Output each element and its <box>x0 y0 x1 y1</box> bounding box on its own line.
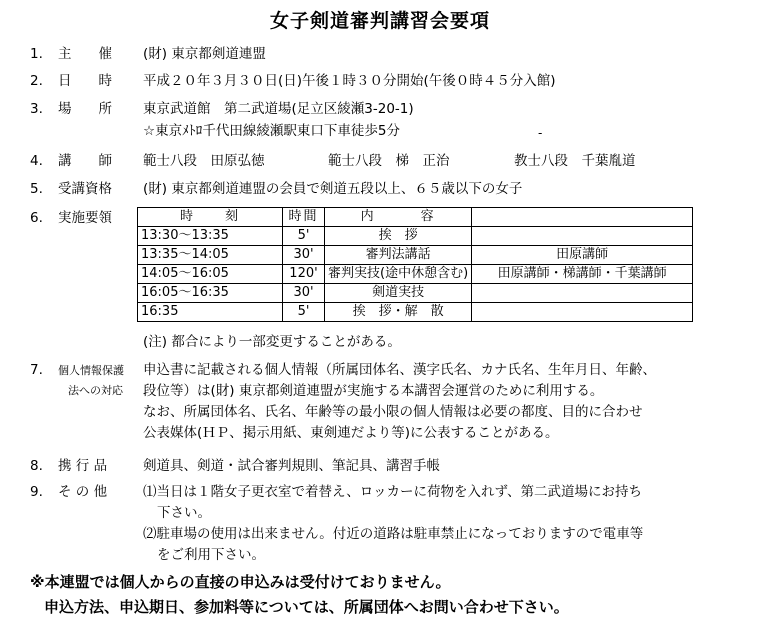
table-cell: 120' <box>283 265 325 284</box>
other-item: ⑵駐車場の使用は出来ません。付近の道路は駐車禁止になっておりますので電車等 <box>143 526 644 542</box>
section-label: 主 催 <box>58 46 112 62</box>
section-number: 7. <box>30 362 43 378</box>
access-line: ☆東京ﾒﾄﾛ千代田線綾瀬駅東口下車徒歩5分 <box>143 123 400 139</box>
section-label: 実施要領 <box>58 210 112 226</box>
page-title: 女子剣道審判講習会要項 <box>269 10 490 32</box>
table-cell: 16:35 <box>138 303 283 322</box>
section-number: 2. <box>30 73 43 89</box>
table-cell <box>472 303 693 322</box>
section-label: 講 師 <box>58 153 112 169</box>
table-cell: 13:30～13:35 <box>138 227 283 246</box>
section-label: 場 所 <box>58 101 112 117</box>
table-cell: 審判実技(途中休憩含む) <box>325 265 472 284</box>
section-number: 5. <box>30 181 43 197</box>
table-cell: 5' <box>283 227 325 246</box>
venue-line: 東京武道館 第二武道場(足立区綾瀬3-20-1) <box>143 101 414 117</box>
footer-notice: ※本連盟では個人からの直接の申込みは受付けておりません。 <box>30 573 451 591</box>
privacy-paragraph: 申込書に記載される個人情報（所属団体名、漢字氏名、カナ氏名、生年月日、年齢、 <box>143 362 656 378</box>
table-header: 時間 <box>283 208 325 227</box>
table-cell: 田原講師 <box>472 246 693 265</box>
table-header <box>472 208 693 227</box>
privacy-paragraph: なお、所属団体名、氏名、年齢等の最小限の個人情報は必要の都度、目的に合わせ <box>143 404 643 420</box>
table-cell: 挨 拶 <box>325 227 472 246</box>
table-cell <box>472 227 693 246</box>
table-cell: 剣道実技 <box>325 284 472 303</box>
table-cell: 16:05～16:35 <box>138 284 283 303</box>
datetime-text: 平成２０年３月３０日(日)午後１時３０分開始(午後０時４５分入館) <box>143 73 556 89</box>
table-row <box>138 227 693 246</box>
section-number: 3. <box>30 101 43 117</box>
section-number: 9. <box>30 484 43 500</box>
privacy-paragraph: 公表媒体(ＨＰ、掲示用紙、東剣連だより等)に公表することがある。 <box>143 425 559 441</box>
table-cell: 5' <box>283 303 325 322</box>
schedule-table <box>137 207 693 322</box>
section-label: 法への対応 <box>68 384 123 397</box>
section-label: 日 時 <box>58 73 112 89</box>
other-item: をご利用下さい。 <box>157 547 265 563</box>
items-to-bring: 剣道具、剣道・試合審判規則、筆記具、講習手帳 <box>143 458 440 474</box>
table-cell: 13:35～14:05 <box>138 246 283 265</box>
table-row <box>138 246 693 265</box>
section-label: 個人情報保護 <box>58 364 124 377</box>
table-cell: 審判法講話 <box>325 246 472 265</box>
table-cell <box>472 284 693 303</box>
table-row <box>138 303 693 322</box>
lecturer-2: 範士八段 梯 正治 <box>328 153 450 169</box>
section-number: 8. <box>30 458 43 474</box>
section-label: そ の 他 <box>58 484 108 500</box>
section-number: 4. <box>30 153 43 169</box>
lecturer-3: 教士八段 千葉胤道 <box>514 153 636 169</box>
section-number: 6. <box>30 210 43 226</box>
other-item: ⑴当日は１階女子更衣室で着替え、ロッカーに荷物を入れず、第二武道場にお持ち <box>143 484 642 500</box>
table-cell: 田原講師・梯講師・千葉講師 <box>472 265 693 284</box>
section-label: 受講資格 <box>58 181 112 197</box>
table-header: 時 刻 <box>138 208 283 227</box>
organizer-text: (財) 東京都剣道連盟 <box>143 46 266 62</box>
stray-mark: - <box>538 126 543 140</box>
table-row <box>138 265 693 284</box>
other-item: 下さい。 <box>157 505 211 521</box>
table-header-row <box>138 208 693 227</box>
table-cell: 30' <box>283 284 325 303</box>
schedule-note: (注) 都合により一部変更することがある。 <box>143 334 401 350</box>
table-cell: 挨 拶・解 散 <box>325 303 472 322</box>
lecturer-1: 範士八段 田原弘徳 <box>143 153 265 169</box>
section-number: 1. <box>30 46 43 62</box>
table-cell: 30' <box>283 246 325 265</box>
table-cell: 14:05～16:05 <box>138 265 283 284</box>
privacy-paragraph: 段位等）は(財) 東京都剣道連盟が実施する本講習会運営のために利用する。 <box>143 383 604 399</box>
section-label: 携 行 品 <box>58 458 108 474</box>
table-header: 内 容 <box>325 208 472 227</box>
qualification-text: (財) 東京都剣道連盟の会員で剣道五段以上、６５歳以下の女子 <box>143 181 523 197</box>
table-row <box>138 284 693 303</box>
footer-notice: 申込方法、申込期日、参加料等については、所属団体へお問い合わせ下さい。 <box>44 598 569 616</box>
